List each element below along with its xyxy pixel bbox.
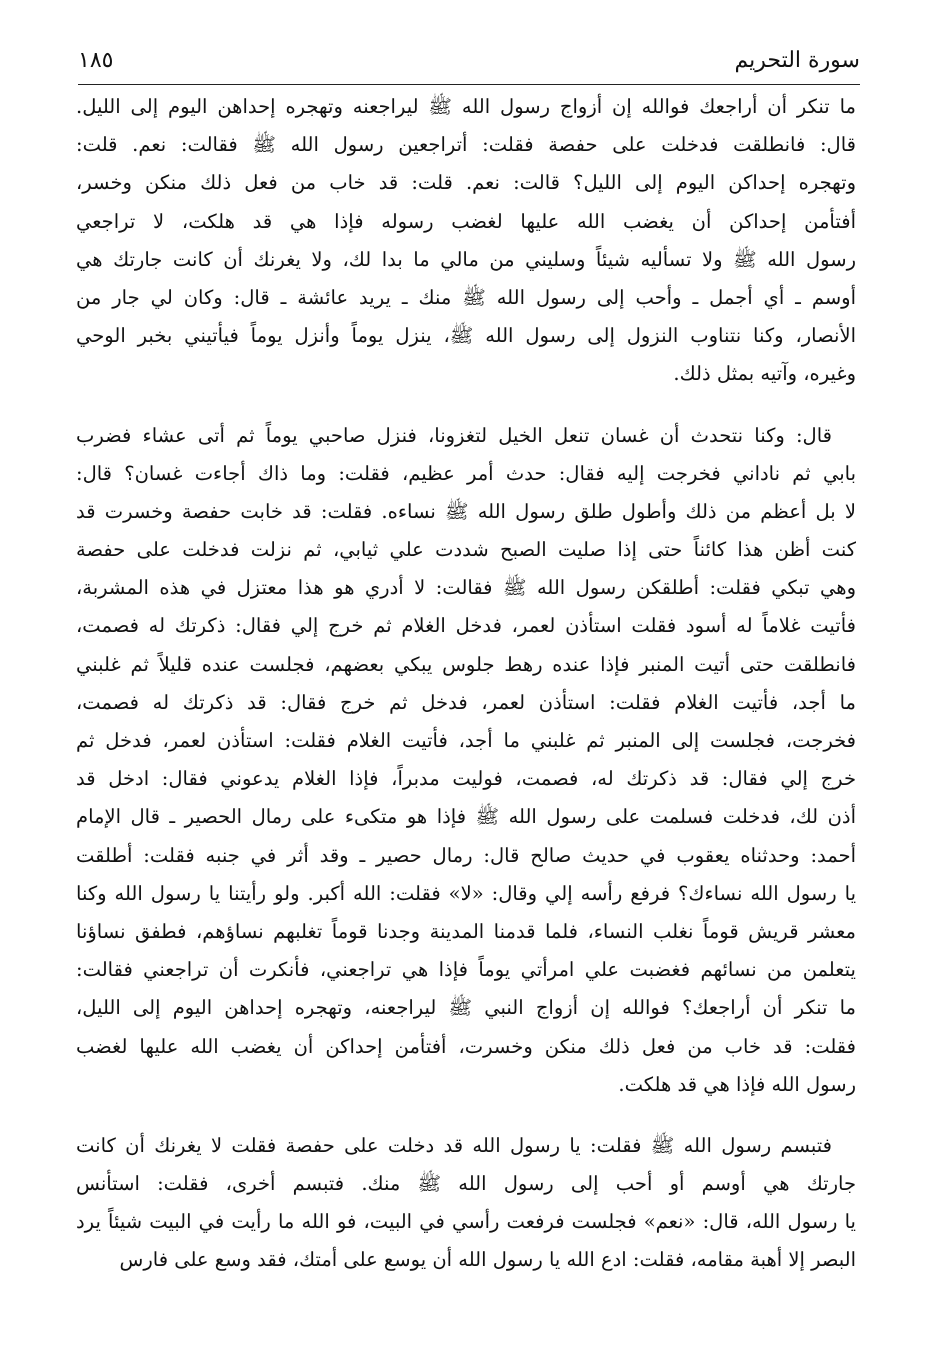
text-line: فقلت: قد خاب من فعل ذلك منكن وخسرت، أفتأمن إحداكن أن يغضب الله عليها لغضب — [76, 1034, 856, 1058]
text-line: ما تنكر أن أراجعك فوالله إن أزواج رسول الله ﷺ ليراجعنه وتهجره إحداهن اليوم إلى الليل. — [76, 95, 856, 118]
text-line: قال: فانطلقت فدخلت على حفصة فقلت: أتراجعين رسول الله ﷺ فقالت: نعم. قلت: — [76, 133, 856, 157]
paragraph — [76, 1127, 856, 1280]
text-line: أحمد: وحدثناه يعقوب في حديث صالح قال: رمال حصير ـ وقد أثر في جنبه فقلت: أطلقت — [76, 843, 856, 867]
text-line: رسول الله فإذا هي قد هلكت. — [618, 1072, 856, 1096]
text-line: أفتأمن إحداكن أن يغضب الله عليها لغضب رسوله فإذا هي قد هلكت، لا تراجعي — [76, 209, 856, 233]
text-line: يا رسول الله نساءك؟ فرفع رأسه إلي وقال: «لا» فقلت: الله أكبر. ولو رأيتنا يا رسول الله وكنا — [76, 881, 856, 905]
text-line: فأتيت غلاماً له أسود فقلت استأذن لعمر، فدخل الغلام ثم خرج إلي فقال: ذكرتك له فصمت، — [76, 614, 856, 638]
text-line: وهي تبكي فقلت: أطلقكن رسول الله ﷺ فقالت: لا أدري هو هذا معتزل في هذه المشربة، — [76, 576, 856, 600]
text-line: فتبسم رسول الله ﷺ فقلت: يا رسول الله قد دخلت على حفصة فقلت لا يغرنك أن كانت — [76, 1133, 832, 1157]
page-number: ١٨٥ — [78, 48, 114, 73]
text-line: بابي ثم ناداني فخرجت إليه فقال: حدث أمر عظيم، فقلت: وما ذاك أجاءت غسان؟ قال: — [76, 461, 856, 485]
text-line: فخرجت، فجلست إلى المنبر ثم غلبني ما أجد، فأتيت الغلام فقلت: استأذن لعمر، فدخل ثم — [76, 729, 856, 752]
text-line: كنت أظن هذا كائناً حتى إذا صليت الصبح شددت علي ثيابي، ثم نزلت فدخلت على حفصة — [76, 538, 856, 562]
text-line: رسول الله ﷺ ولا تسأليه شيئاً وسليني من مالي ما بدا لك، ولا يغرنك أن كانت جارتك هي — [76, 247, 856, 271]
running-title: سورة التحريم — [734, 48, 860, 73]
paragraph — [76, 417, 856, 1104]
header-rule — [78, 84, 860, 85]
text-line: قال: وكنا نتحدث أن غسان تنعل الخيل لتغزونا، فنزل صاحبي يوماً ثم أتى عشاء فضرب — [76, 423, 832, 447]
text-line: البصر إلا أهبة مقامه، فقلت: ادع الله يا رسول الله أن يوسع على أمتك، فقد وسع على فارس — [119, 1248, 856, 1272]
text-line: أوسم ـ أي أجمل ـ وأحب إلى رسول الله ﷺ منك ـ يريد عائشة ـ قال: وكان لي جار من — [76, 285, 856, 309]
text-line: معشر قريش قوماً نغلب النساء، فلما قدمنا المدينة وجدنا قوماً تغلبهم نساؤهم، فطفق نساؤنا — [76, 919, 856, 943]
text-line: وغيره، وآتيه بمثل ذلك. — [673, 362, 856, 386]
text-line: ما تنكر أن أراجعك؟ فوالله إن أزواج النبي ﷺ ليراجعنه، وتهجره إحداهن اليوم إلى الليل، — [76, 996, 856, 1020]
page-header — [78, 42, 860, 82]
text-line: فانطلقت حتى أتيت المنبر فإذا عنده رهط جلوس يبكي بعضهم، فجلست عنده قليلاً ثم غلبني — [76, 652, 856, 676]
text-line: وتهجره إحداكن اليوم إلى الليل؟ قالت: نعم. قلت: قد خاب من فعل ذلك منكن وخسر، — [76, 171, 856, 195]
text-line: يا رسول الله، قال: «نعم» فجلست فرفعت رأسي في البيت، فو الله ما رأيت في البيت شيئاً يرد — [76, 1210, 856, 1234]
text-line: ما أجد، فأتيت الغلام فقلت: استأذن لعمر، فدخل ثم خرج فقال: قد ذكرتك له فصمت، — [76, 690, 856, 714]
text-line: الأنصار، وكنا نتناوب النزول إلى رسول الله ﷺ، ينزل يوماً وأنزل يوماً فيأتيني بخبر الوحي — [76, 324, 856, 348]
page-body — [76, 88, 856, 1280]
text-line: جارتك هي أوسم أو أحب إلى رسول الله ﷺ منك. فتبسم أخرى، فقلت: استأنس — [76, 1172, 856, 1196]
text-line: خرج إلي فقال: قد ذكرتك له، فصمت، فوليت مدبراً، فإذا الغلام يدعوني فقال: ادخل قد — [76, 767, 856, 791]
text-line: أذن لك، فدخلت فسلمت على رسول الله ﷺ فإذا هو متكىء على رمال الحصير ـ قال الإمام — [76, 805, 856, 829]
text-line: يتعلمن من نسائهم فغضبت علي امرأتي يوماً فإذا هي تراجعني، فأنكرت أن تراجعني فقالت: — [76, 958, 856, 982]
paragraph — [76, 88, 856, 394]
text-line: لا بل أعظم من ذلك وأطول طلق رسول الله ﷺ نساءه. فقلت: قد خابت حفصة وخسرت قد — [76, 499, 856, 523]
